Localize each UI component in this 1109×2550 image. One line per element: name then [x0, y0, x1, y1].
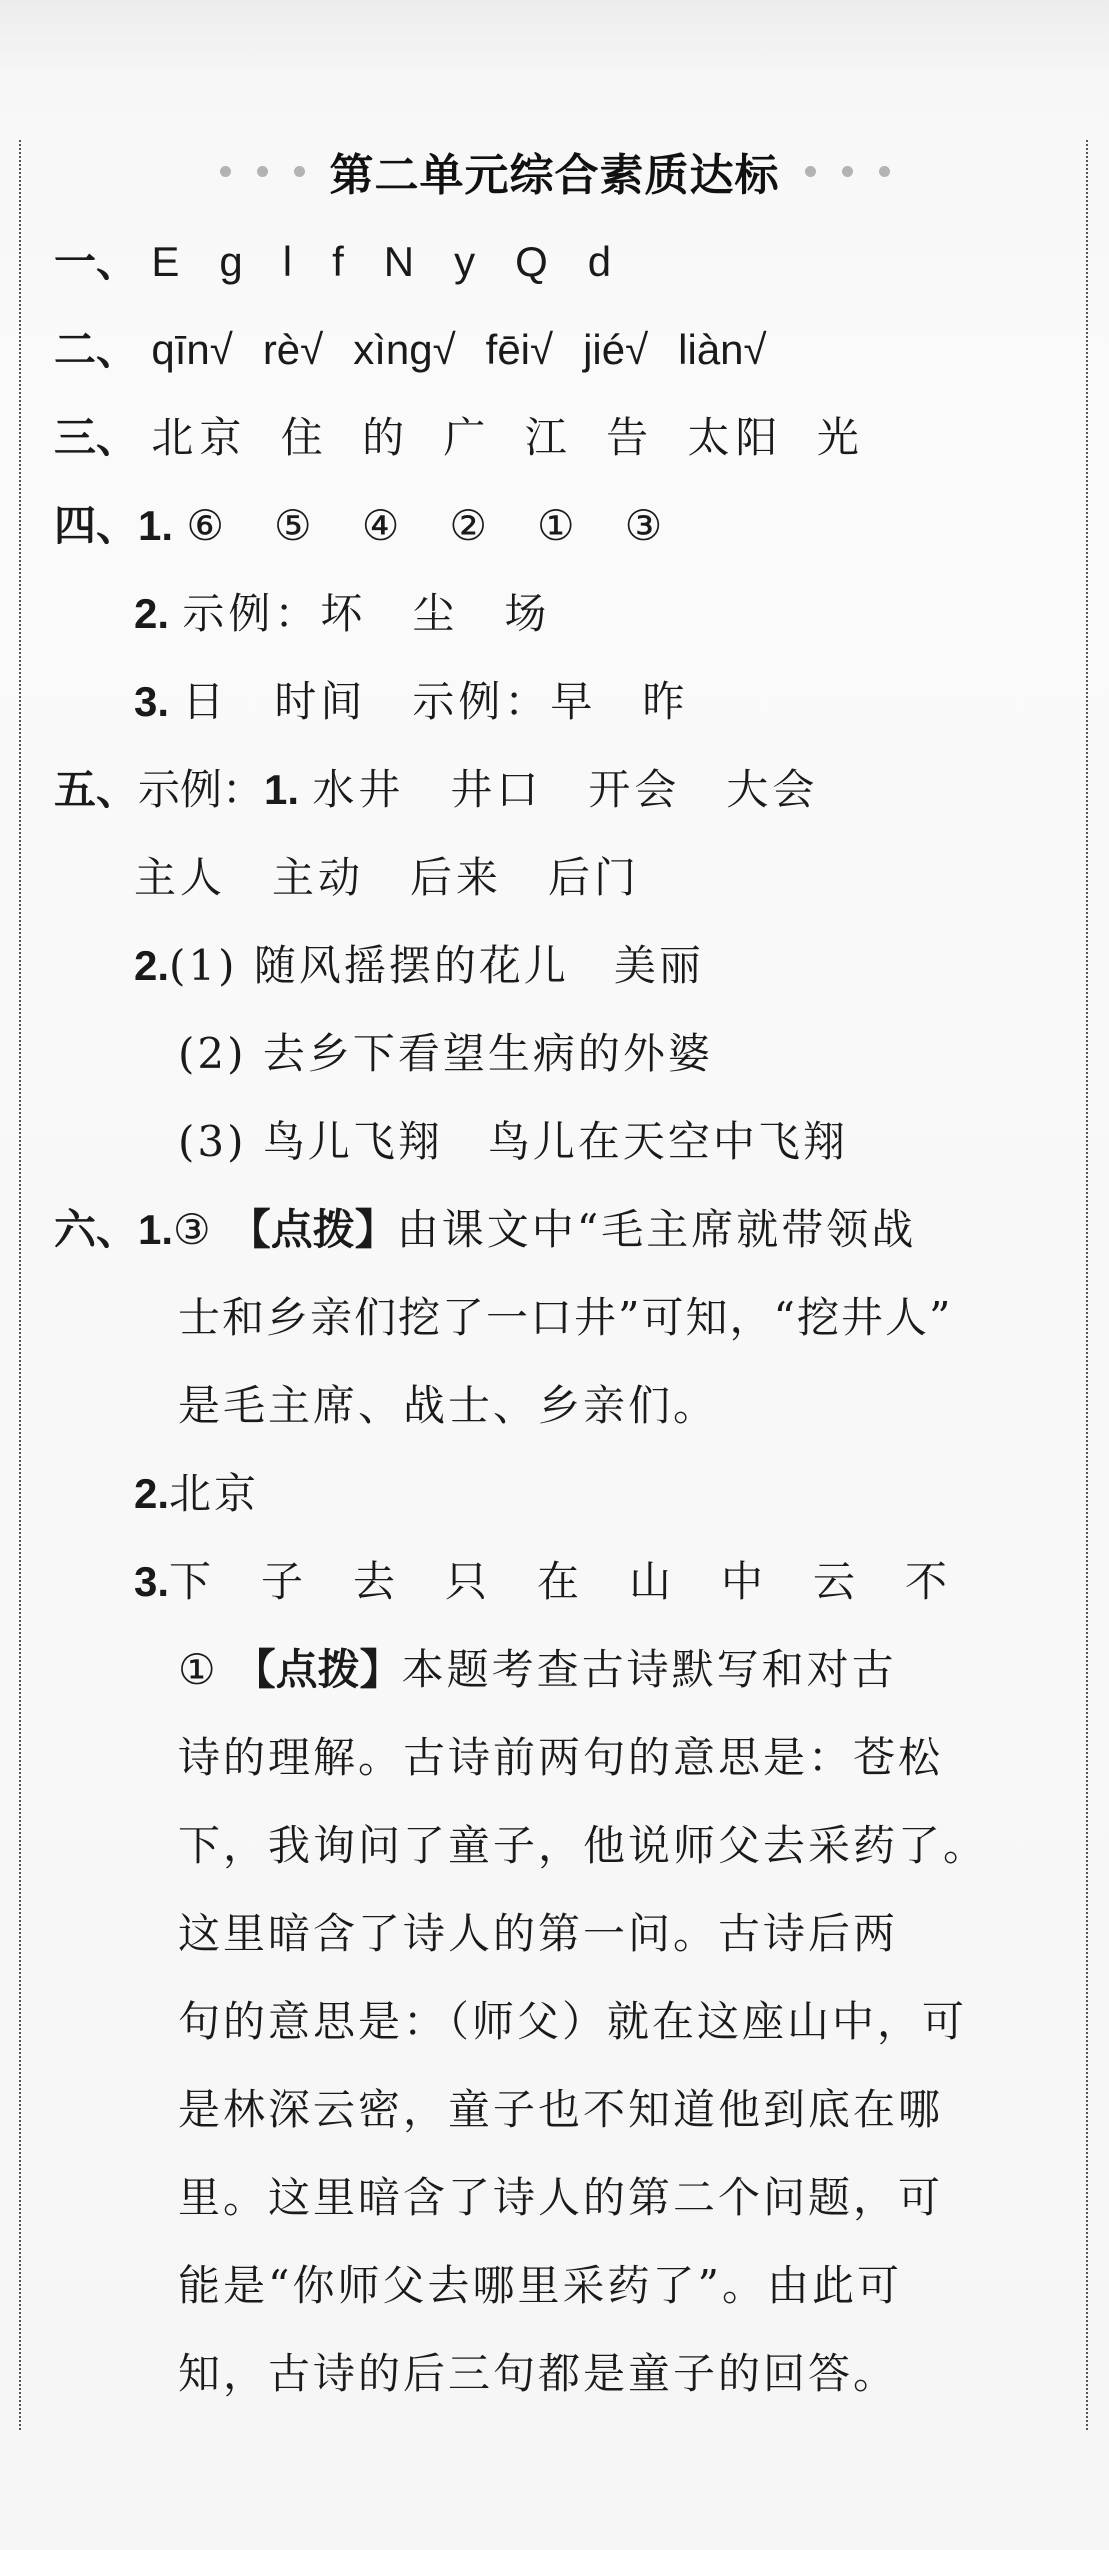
question-number: 3.	[134, 1558, 170, 1605]
answer-choice: ③	[173, 1205, 211, 1254]
answer-token: xìng√	[353, 326, 456, 373]
answer-text: 示例：坏 尘 场	[182, 589, 551, 638]
question-number: 3.	[134, 678, 170, 725]
explanation-line	[178, 1718, 943, 1798]
explanation-text: 士和乡亲们挖了一口井”可知，“挖井人”	[178, 1293, 953, 1342]
section-label: 一、	[54, 238, 139, 285]
letter-list	[151, 238, 651, 285]
section-5-q2-b	[178, 1014, 713, 1094]
dot-decoration	[257, 166, 268, 177]
section-label: 三、	[54, 414, 139, 461]
explanation-line	[178, 1894, 898, 1974]
answer-text: (3) 鸟儿飞翔 鸟儿在天空中飞翔	[178, 1117, 848, 1166]
pinyin-list	[151, 326, 796, 373]
answer-token: Q	[515, 238, 548, 285]
answer-text: 主人 主动 后来 后门	[134, 853, 641, 902]
section-5-q1	[54, 750, 818, 830]
answer-text: 日 时间 示例：早 昨	[182, 677, 689, 726]
question-number: 1.	[138, 1206, 174, 1253]
dot-decoration	[879, 166, 890, 177]
answer-token: N	[383, 238, 415, 285]
section-4-q3	[134, 662, 688, 742]
answer-text: ⑥ ⑤ ④ ② ① ③	[186, 501, 667, 550]
explanation-line	[178, 2246, 902, 2326]
section-5-q1-continued	[134, 838, 640, 918]
section-6-q2	[134, 1454, 259, 1534]
answer-token: d	[587, 238, 612, 285]
answer-text: 北京 住 的 广 江 告 太阳 光	[151, 413, 865, 462]
section-label: 二、	[54, 326, 139, 373]
hint-tag: 【点拨】	[228, 1206, 397, 1253]
answer-text: (2) 去乡下看望生病的外婆	[178, 1029, 713, 1078]
right-dotted-border	[1086, 140, 1088, 2430]
left-dotted-border	[19, 140, 21, 2430]
answer-token: g	[219, 238, 243, 285]
section-5-q2	[134, 926, 704, 1006]
section-1	[54, 222, 651, 302]
explanation-line	[178, 2334, 898, 2414]
answer-token: jié√	[583, 326, 649, 373]
explanation-text: 知，古诗的后三句都是童子的回答。	[178, 2349, 899, 2398]
answer-choice: ①	[178, 1645, 216, 1694]
section-label: 六、	[54, 1206, 139, 1253]
answer-text: 下 子 去 只 在 山 中 云 不	[169, 1557, 952, 1606]
page-title: 第二单元综合素质达标	[329, 151, 780, 200]
section-6-q3-hint	[178, 1630, 897, 1710]
answer-token: rè√	[262, 326, 324, 373]
dot-decoration	[805, 166, 816, 177]
question-number: 1.	[138, 502, 174, 549]
explanation-text: 本题考查古诗默写和对古	[401, 1645, 897, 1694]
answer-token: qīn√	[151, 326, 233, 373]
explanation-text: 诗的理解。古诗前两句的意思是：苍松	[178, 1733, 944, 1782]
section-6-q1	[54, 1190, 916, 1270]
section-4-q1	[54, 486, 666, 566]
question-number: 2.	[134, 590, 170, 637]
question-number: 2.	[134, 1470, 170, 1517]
explanation-text: 是毛主席、战士、乡亲们。	[178, 1381, 719, 1430]
answer-token: y	[454, 238, 476, 285]
question-number: 1.	[264, 766, 300, 813]
answer-token: E	[151, 238, 180, 285]
answer-token: l	[282, 238, 293, 285]
explanation-line	[178, 2158, 943, 2238]
explanation-line	[178, 2070, 943, 2150]
explanation-text: 句的意思是：（师父）就在这座山中，可	[178, 1997, 968, 2046]
explanation-text: 是林深云密，童子也不知道他到底在哪	[178, 2085, 944, 2134]
dot-decoration	[842, 166, 853, 177]
explanation-text: 这里暗含了诗人的第一问。古诗后两	[178, 1909, 899, 1958]
explanation-text: 能是“你师父去哪里采药了”。由此可	[178, 2261, 902, 2310]
question-number: 2.	[134, 942, 170, 989]
lead-text: 示例：	[138, 765, 265, 814]
section-2	[54, 310, 797, 390]
answer-text: (1) 随风摇摆的花儿 美丽	[169, 941, 704, 990]
section-4-q2	[134, 574, 550, 654]
section-3	[54, 398, 865, 478]
section-6-q1-line2	[178, 1278, 952, 1358]
section-label: 四、	[54, 502, 139, 549]
explanation-text: 由课文中“毛主席就带领战	[396, 1205, 917, 1254]
explanation-line	[178, 1982, 967, 2062]
answer-token: f	[332, 238, 344, 285]
dot-decoration	[220, 166, 231, 177]
section-6-q1-line3	[178, 1366, 718, 1446]
explanation-text: 里。这里暗含了诗人的第二个问题，可	[178, 2173, 944, 2222]
explanation-text: 下，我询问了童子，他说师父去采药了。	[178, 1821, 989, 1870]
answer-text: 北京	[169, 1469, 260, 1518]
dot-decoration	[294, 166, 305, 177]
answer-text: 水井 井口 开会 大会	[312, 765, 819, 814]
answer-token: liàn√	[678, 326, 767, 373]
section-6-q3	[134, 1542, 951, 1622]
title-row	[0, 138, 1109, 204]
answer-token: fēi√	[485, 326, 554, 373]
section-label: 五、	[54, 766, 139, 813]
section-5-q2-c	[178, 1102, 848, 1182]
hint-tag: 【点拨】	[233, 1646, 402, 1693]
explanation-line	[178, 1806, 988, 1886]
